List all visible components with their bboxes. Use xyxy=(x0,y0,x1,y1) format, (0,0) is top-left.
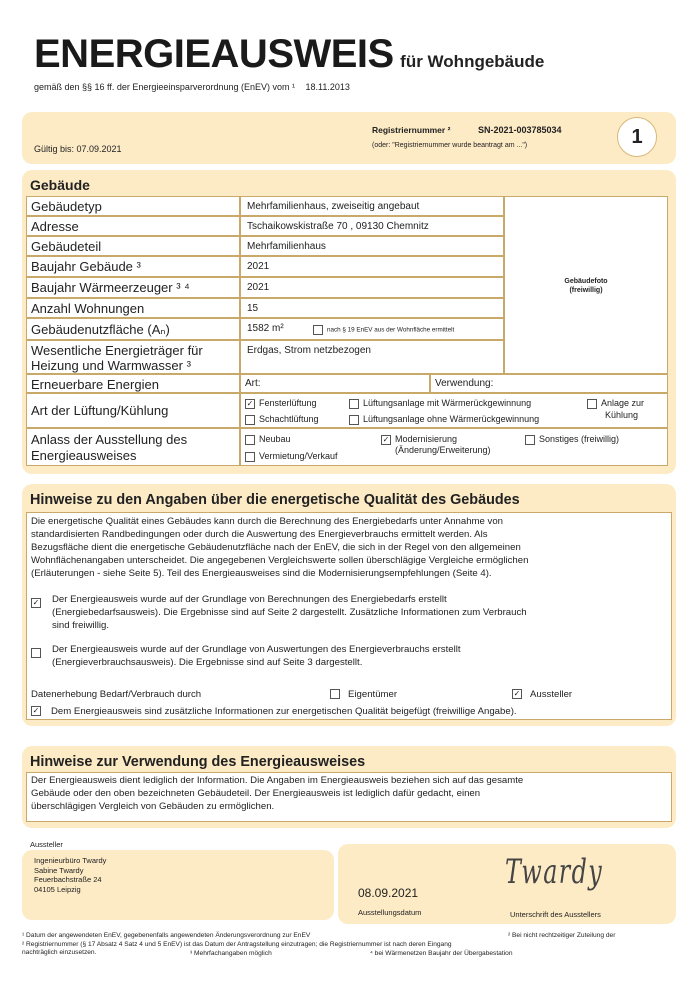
gebaeudefoto-box xyxy=(504,196,668,374)
value-energietraeger: Erdgas, Strom netzbezogen xyxy=(240,340,504,374)
checkbox-fensterlueftung[interactable]: ✓ xyxy=(246,398,254,408)
subtitle xyxy=(34,82,350,92)
opt-neubau: Neubau xyxy=(245,434,291,445)
label-lueftung: Art der Lüftung/Kühlung xyxy=(26,393,240,428)
label-gebaeudenutzflaeche: Gebäudenutzfläche (Aₙ) xyxy=(26,318,240,340)
label-anlass: Anlass der Ausstellung des Energieausweises xyxy=(26,428,240,466)
opt-fensterlueftung: ✓ Fensterlüftung xyxy=(246,398,317,408)
value-anzahl-wohnungen: 15 xyxy=(240,298,504,318)
label-energietraeger: Wesentliche Energieträger für Heizung und Warmwasser ³ xyxy=(26,340,240,374)
title-sub: für Wohngebäude xyxy=(400,52,545,71)
label-gebaeudetyp: Gebäudetyp xyxy=(26,196,240,216)
page-number: 1 xyxy=(631,126,643,148)
bedarf-text: Der Energieausweis wurde auf der Grundlage von Berechnungen des Energiebedarfs erstellt (Energiebedarfsausweis). Die Ergebnisse sind auf Seite 2 dargestellt. Zusätzliche Informationen zum Verbrauch sind freiwillig. xyxy=(52,594,527,631)
enev-date: 18.11.2013 xyxy=(305,82,350,92)
nutzflaeche-checkbox[interactable] xyxy=(313,325,323,335)
opt-vermietung: Vermietung/Verkauf xyxy=(245,451,338,462)
value-gebaeudeteil: Mehrfamilienhaus xyxy=(240,236,504,256)
opt-anlage-kuehlung: Anlage zur xyxy=(587,398,644,409)
photo-label: Gebäudefoto (freiwillig) xyxy=(564,278,608,294)
registration-panel xyxy=(22,112,676,164)
checkbox-anlage-kuehlung[interactable] xyxy=(587,399,597,409)
footnote-3: ³ Mehrfachangaben möglich xyxy=(190,950,272,957)
opt-sonstiges: Sonstiges (freiwillig) xyxy=(525,434,619,445)
hinweise-qualitaet-heading: Hinweise zu den Angaben über die energetische Qualität des Gebäudes xyxy=(30,492,520,508)
value-baujahr-waermeerzeuger: 2021 xyxy=(240,277,504,298)
checkbox-lueftungsanlage-mit[interactable] xyxy=(349,399,359,409)
footnote-2: ² Bei nicht rechtzeitiger Zuteilung der xyxy=(508,932,616,939)
opt-zusatz: ✓ Dem Energieausweis sind zusätzliche Informationen zur energetischen Qualität beigefügt (freiwillige Angabe). xyxy=(32,706,517,717)
checkbox-eigentuemer[interactable] xyxy=(330,689,340,699)
footnotes: ¹ Datum der angewendeten EnEV, gegebenenfalls angewendeten Änderungsverordnung zur EnEV ² Registriernummer (§ 17 Absatz 4 Satz 4 und 5 EnEV) ist das Datum der Antragstellung einzutragen; die Registriernummer ist nach deren Eingang nachträglich einzusetzen. xyxy=(22,932,452,957)
opt-schachtlueftung: Schachtlüftung xyxy=(245,414,319,425)
checkbox-zusatz[interactable]: ✓ xyxy=(32,706,40,716)
aussteller-address: Ingenieurbüro Twardy Sabine Twardy Feuerbachstraße 24 04105 Leipzig xyxy=(34,856,107,894)
aussteller-label: Aussteller xyxy=(30,840,63,849)
opt-aussteller: ✓ Aussteller xyxy=(513,689,573,700)
ausstellungsdatum-label: Ausstellungsdatum xyxy=(358,908,422,917)
verbrauch-text: Der Energieausweis wurde auf der Grundlage von Auswertungen des Energieverbrauchs erstellt (Energieverbrauchsausweis). Die Ergebnisse sind auf Seite 3 dargestellt. xyxy=(52,644,461,668)
ausstellungsdatum: 08.09.2021 xyxy=(358,886,419,900)
document-title xyxy=(34,32,544,77)
qualitaet-intro: Die energetische Qualität eines Gebäudes kann durch die Berechnung des Energiebedarfs unter Annahme von standardisierten Randbedingungen oder durch die Auswertung des Energieverbrauchs ermittelt werden. Als Bezugsfläche dient die energetische Gebäudenutzfläche nach der EnEV, die sich in der Regel von den allgemeinen Wohnflächenangaben unterscheidet. Die angegebenen Vergleichswerte sollen überschlägige Vergleiche ermöglichen (Erläuterungen - siehe Seite 5). Teil des Energieausweises sind die Modernisierungsempfehlungen (Seite 4). xyxy=(31,516,529,579)
label-adresse: Adresse xyxy=(26,216,240,236)
title-main: ENERGIEAUSWEIS xyxy=(34,32,394,76)
value-erneuerbare-art: Art: xyxy=(240,374,430,393)
checkbox-vermietung[interactable] xyxy=(245,452,255,462)
registration-label: Registriernummer ² xyxy=(372,125,451,135)
registration-note: (oder: "Registriernummer wurde beantragt am ...") xyxy=(372,142,528,149)
value-erneuerbare-verwendung: Verwendung: xyxy=(430,374,668,393)
datenerhebung-label: Datenerhebung Bedarf/Verbrauch durch xyxy=(31,689,202,700)
nutzflaeche-option: nach § 19 EnEV aus der Wohnfläche ermittelt xyxy=(313,325,454,335)
registration-number: SN-2021-003785034 xyxy=(478,125,562,135)
checkbox-aussteller[interactable]: ✓ xyxy=(513,689,521,699)
label-anzahl-wohnungen: Anzahl Wohnungen xyxy=(26,298,240,318)
opt-lueftungsanlage-mit: Lüftungsanlage mit Wärmerückgewinnung xyxy=(349,398,531,409)
label-gebaeudeteil: Gebäudeteil xyxy=(26,236,240,256)
label-baujahr-gebaeude: Baujahr Gebäude ³ xyxy=(26,256,240,277)
signature-label: Unterschrift des Ausstellers xyxy=(510,910,601,919)
opt-anlage-kuehlung-2: Kühlung xyxy=(605,410,639,420)
checkbox-verbrauch[interactable] xyxy=(31,644,45,662)
label-baujahr-waermeerzeuger: Baujahr Wärmeerzeuger ³ ⁴ xyxy=(26,277,240,298)
opt-modernisierung-2: (Änderung/Erweiterung) xyxy=(395,445,491,455)
value-baujahr-gebaeude: 2021 xyxy=(240,256,504,277)
valid-until: Gültig bis: 07.09.2021 xyxy=(34,144,122,154)
checkbox-schachtlueftung[interactable] xyxy=(245,415,255,425)
subtitle-text: gemäß den §§ 16 ff. der Energieeinsparverordnung (EnEV) vom ¹ xyxy=(34,82,295,92)
value-adresse: Tschaikowskistraße 70 , 09130 Chemnitz xyxy=(240,216,504,236)
label-erneuerbare: Erneuerbare Energien xyxy=(26,374,240,393)
hinweise-verwendung-heading: Hinweise zur Verwendung des Energieausweises xyxy=(30,754,366,770)
checkbox-lueftungsanlage-ohne[interactable] xyxy=(349,415,359,425)
checkbox-neubau[interactable] xyxy=(245,435,255,445)
opt-modernisierung: ✓ Modernisierung xyxy=(382,434,458,444)
value-gebaeudetyp: Mehrfamilienhaus, zweiseitig angebaut xyxy=(240,196,504,216)
verwendung-text: Der Energieausweis dient lediglich der Information. Die Angaben im Energieausweis beziehen sich auf das gesamte Gebäude oder den oben bezeichneten Gebäudeteil. Der Energieausweis ist lediglich dafür gedacht, einen überschlägigen Vergleich von Gebäuden zu ermöglichen. xyxy=(31,775,524,812)
value-gebaeudenutzflaeche: 1582 m² nach § 19 EnEV aus der Wohnfläche ermittelt xyxy=(240,318,504,340)
signature-image: Twardy xyxy=(505,852,604,892)
opt-lueftungsanlage-ohne: Lüftungsanlage ohne Wärmerückgewinnung xyxy=(349,414,539,425)
checkbox-bedarf[interactable]: ✓ xyxy=(32,597,40,607)
checkbox-sonstiges[interactable] xyxy=(525,435,535,445)
checkbox-modernisierung[interactable]: ✓ xyxy=(382,434,390,444)
value-lueftung xyxy=(240,393,668,428)
opt-eigentuemer: Eigentümer xyxy=(330,688,397,701)
gebaeude-heading: Gebäude xyxy=(30,177,90,193)
page-number-badge xyxy=(617,117,657,157)
footnote-4: ⁴ bei Wärmenetzen Baujahr der Übergabestation xyxy=(370,950,513,957)
value-anlass xyxy=(240,428,668,466)
